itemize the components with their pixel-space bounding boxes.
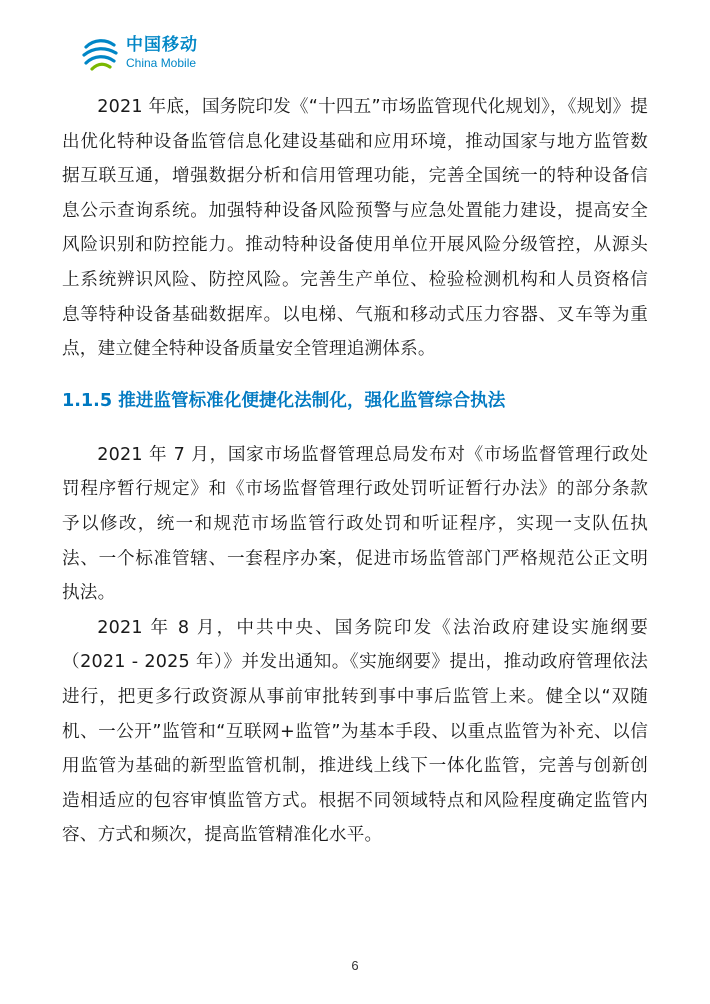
logo-text [126, 37, 198, 69]
page-number: 6 [351, 958, 359, 973]
paragraph-2021-august: 2021 年 8 月，中共中央、国务院印发《法治政府建设实施纲要（2021 - 2025 年）》并发出通知。《实施纲要》提出，推动政府管理依法进行，把更多行政资源从事前审批转到事中事后监管上来。健全以“双随机、一公开”监管和“互联网+监管”为基本手段、以重点监管为补充、以信用监管为基础的新型监管机制，推进线上线下一体化监管，完善与创新创造相适应的包容审慎监管方式。根据不同领域特点和风险程度确定监管内容、方式和频次，提高监管精准化水平。 [62, 617, 648, 846]
logo-english-name: China Mobile [126, 56, 197, 70]
main-content [62, 90, 648, 853]
paragraph-2021-july: 2021 年 7 月，国家市场监督管理总局发布对《市场监督管理行政处罚程序暂行规定》和《市场监督管理行政处罚听证暂行办法》的部分条款予以修改，统一和规范市场监管行政处罚和听证程序，实现一支队伍执法、一个标准管辖、一套程序办案，促进市场监管部门严格规范公正文明执法。 [62, 444, 648, 604]
section-heading-1-1-5: 1.1.5 推进监管标准化便捷化法制化，强化监管综合执法 [62, 390, 506, 411]
page-header [80, 30, 198, 76]
logo-chinese-name: 中国移动 [126, 35, 198, 55]
china-mobile-logo-icon [80, 33, 120, 73]
paragraph-2021-plan: 2021 年底，国务院印发《“十四五”市场监管现代化规划》，《规划》提出优化特种设备监管信息化建设基础和应用环境，推动国家与地方监管数据互联互通，增强数据分析和信用管理功能，完善全国统一的特种设备信息公示查询系统。加强特种设备风险预警与应急处置能力建设，提高安全风险识别和防控能力。推动特种设备使用单位开展风险分级管控，从源头上系统辨识风险、防控风险。完善生产单位、检验检测机构和人员资格信息等特种设备基础数据库。以电梯、气瓶和移动式压力容器、叉车等为重点，建立健全特种设备质量安全管理追溯体系。 [62, 97, 648, 360]
